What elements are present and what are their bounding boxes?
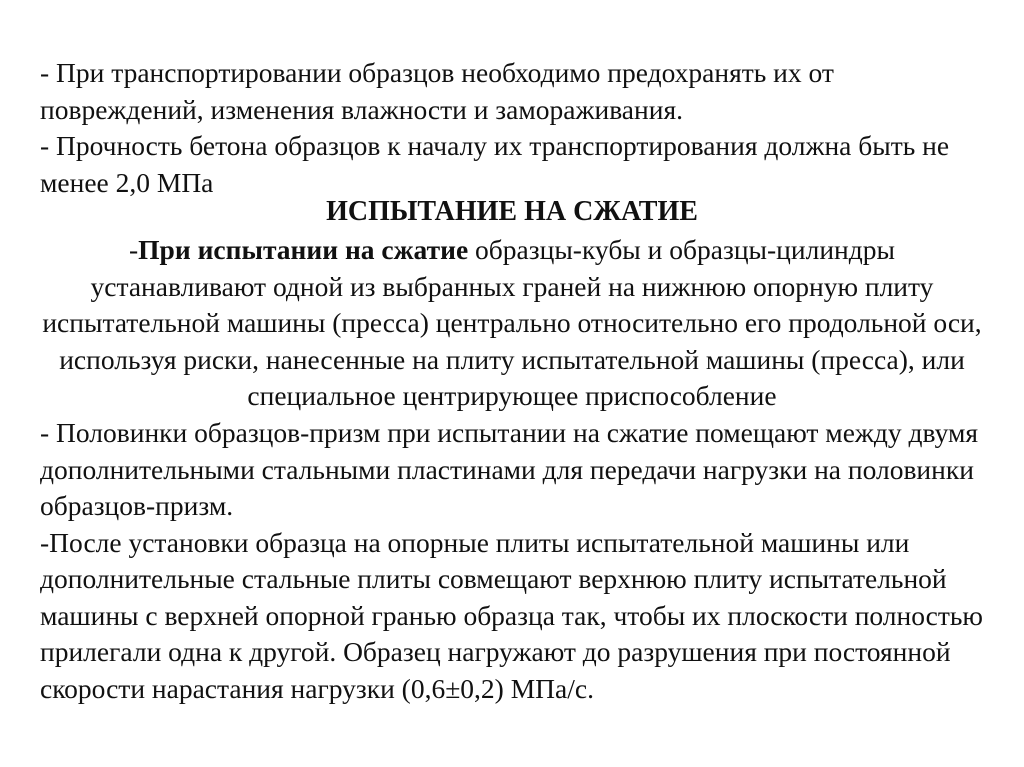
compression-paragraph bbox=[40, 232, 984, 415]
transport-strength-item: - Прочность бетона образцов к началу их транспортирования должна быть не менее 2,0 МПа bbox=[40, 130, 950, 198]
prism-halves-item: - Половинки образцов-призм при испытании на сжатие помещают между двумя дополнительными стальными пластинами для передачи нагрузки на половинки образцов-призм. bbox=[40, 417, 979, 521]
compression-text: образцы-кубы и образцы-цилиндры устанавливают одной из выбранных граней на нижнюю опорную плиту испытательной машины (пресса) центрально относительно его продольной оси, используя риски, нанесенные на плиту испытательной машины (пресса), или специальное центрирующее приспособление bbox=[42, 234, 982, 411]
compression-bold-lead: При испытании на сжатие bbox=[138, 234, 469, 265]
procedure-section bbox=[40, 415, 990, 707]
compression-prefix: - bbox=[129, 234, 139, 265]
transport-protection-item: - При транспортировании образцов необходимо предохранять их от повреждений, изменения влажности и замораживания. bbox=[40, 57, 834, 125]
loading-procedure-item: -После установки образца на опорные плиты испытательной машины или дополнительные стальные плиты совмещают верхнюю плиту испытательной машины с верхней опорной гранью образца так, чтобы их плоскости полностью прилегали одна к другой. Образец нагружают до разрушения при постоянной скорости нарастания нагрузки (0,6±0,2) МПа/с. bbox=[40, 526, 983, 704]
section-heading: ИСПЫТАНИЕ НА СЖАТИЕ bbox=[326, 196, 698, 227]
intro-section bbox=[40, 55, 990, 201]
